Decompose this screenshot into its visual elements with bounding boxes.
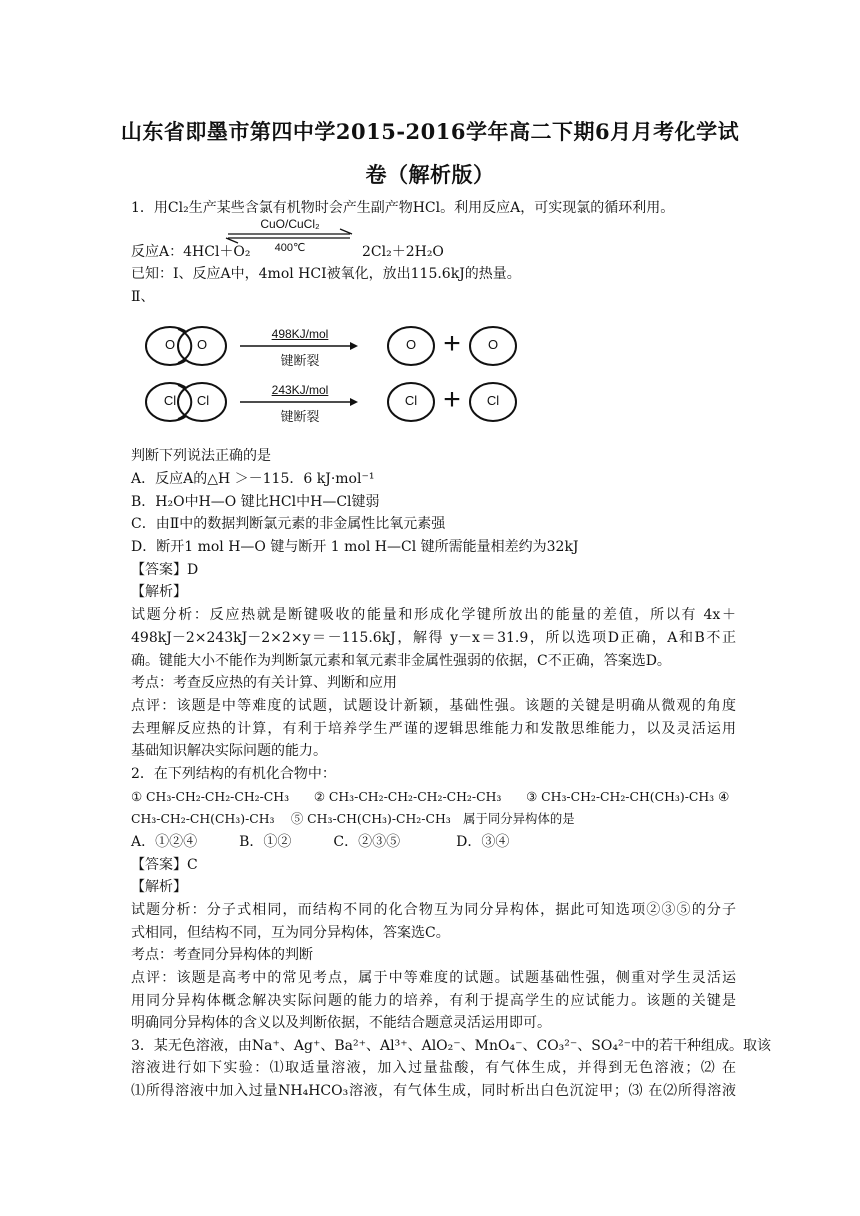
q2-comment-line-1: 点评：该题是高考中的常见考点，属于中等难度的试题。试题基础性强，侧重对学生灵活运 (131, 970, 736, 986)
q2-kaodian: 考点：考查同分异构体的判断 (131, 947, 313, 963)
q2-comment-line-3: 明确同分异构体的含义以及判断依据，不能结合题意灵活运用即可。 (131, 1015, 551, 1031)
q1-reaction-right: 2Cl₂＋2H₂O (362, 244, 444, 260)
q1-analysis-line-2: 498kJ－2×243kJ－2×2×y＝－115.6kJ，解得 y－x＝31.9，所以选项D正确，A和B不正 (131, 630, 736, 646)
cl2-atom-1-label: Cl (163, 393, 177, 408)
o-atom-right-label: O (487, 337, 499, 352)
catalyst-label: CuO/CuCl₂ (260, 217, 320, 231)
o2-atom-1-label: O (164, 337, 176, 352)
q2-analysis-line-2: 式相同，但结构不同，互为同分异构体，答案选C。 (131, 925, 450, 941)
q1-known-1: 已知：Ⅰ、反应A中，4mol HCI被氧化，放出115.6kJ的热量。 (131, 266, 521, 282)
q2-stem: 2．在下列结构的有机化合物中： (131, 766, 336, 782)
q1-prompt: 判断下列说法正确的是 (131, 448, 271, 464)
cl2-atom-2-label: Cl (196, 393, 210, 408)
q2-structures-line-2: CH₃-CH₂-CH(CH₃)-CH₃ ⑤ CH₃-CH(CH₃)-CH₂-CH₃ 属于同分异构体的是 (131, 811, 575, 826)
row1-plus-sign: + (443, 327, 461, 360)
q1-option-d: D．断开1 mol H—O 键与断开 1 mol H—Cl 键所需能量相差约为32kJ (131, 539, 579, 555)
q1-option-a: A．反应A的△H ＞－115．6 kJ·mol⁻¹ (131, 471, 375, 487)
row2-energy-label: 243KJ/mol (271, 383, 329, 397)
o2-atom-2-label: O (196, 337, 208, 352)
q1-option-c: C．由Ⅱ中的数据判断氯元素的非金属性比氧元素强 (131, 516, 446, 532)
q1-answer: 【答案】D (131, 562, 199, 578)
q1-analysis-head: 【解析】 (131, 584, 187, 600)
row1-energy-label: 498KJ/mol (271, 327, 329, 341)
document-title-line-2: 卷（解析版） (365, 162, 495, 187)
temperature-label: 400℃ (274, 242, 306, 254)
q1-known-2: Ⅱ、 (131, 289, 155, 305)
cl-atom-left-label: Cl (404, 393, 418, 408)
row2-caption: 键断裂 (280, 409, 320, 424)
q2-analysis-line-1: 试题分析：分子式相同，而结构不同的化合物互为同分异构体，据此可知选项②③⑤的分子 (131, 902, 736, 918)
o-atom-left-label: O (405, 337, 417, 352)
q1-analysis-line-3: 确。键能大小不能作为判断氯元素和氧元素非金属性强弱的依据，C不正确，答案选D。 (131, 653, 671, 669)
q2-comment-line-2: 用同分异构体概念解决实际问题的能力的培养，有利于提高学生的应试能力。该题的关键是 (131, 993, 736, 1009)
q3-line-1: 3．某无色溶液，由Na⁺、Ag⁺、Ba²⁺、Al³⁺、AlO₂⁻、MnO₄⁻、CO₃²⁻、SO₄²⁻中的若干种组成。取该 (131, 1038, 771, 1054)
q1-comment-line-1: 点评：该题是中等难度的试题，试题设计新颖，基础性强。该题的关键是明确从微观的角度 (131, 698, 736, 714)
row2-plus-sign: + (443, 383, 461, 416)
q1-analysis-line-1: 试题分析：反应热就是断键吸收的能量和形成化学键所放出的能量的差值，所以有 4x＋ (131, 607, 736, 623)
q2-analysis-head: 【解析】 (131, 879, 187, 895)
q1-stem: 1．用Cl₂生产某些含氯有机物时会产生副产物HCl。利用反应A，可实现氯的循环利用。 (131, 200, 675, 216)
q2-structures-line-1: ① CH₃-CH₂-CH₂-CH₂-CH₃ ② CH₃-CH₂-CH₂-CH₂-CH₂-CH₃ ③ CH₃-CH₂-CH₂-CH(CH₃)-CH₃ ④ (131, 789, 730, 804)
document-title-line-1: 山东省即墨市第四中学2015-2016学年高二下期6月月考化学试 (120, 119, 740, 144)
q1-option-b: B．H₂O中H—O 键比HCl中H—Cl键弱 (131, 494, 380, 510)
q1-reaction-left: 反应A：4HCl＋O₂ (131, 244, 251, 260)
row1-caption: 键断裂 (280, 353, 320, 368)
q1-kaodian: 考点：考查反应热的有关计算、判断和应用 (131, 675, 397, 691)
q3-line-3: ⑴所得溶液中加入过量NH₄HCO₃溶液，有气体生成，同时析出白色沉淀甲；⑶ 在⑵所得溶液 (131, 1083, 736, 1099)
q2-answer: 【答案】C (131, 857, 198, 873)
cl-atom-right-label: Cl (486, 393, 500, 408)
bond-energy-diagram (140, 320, 530, 435)
q3-line-2: 溶液进行如下实验：⑴取适量溶液，加入过量盐酸，有气体生成，并得到无色溶液；⑵ 在 (131, 1060, 736, 1076)
q1-comment-line-3: 基础知识解决实际问题的能力。 (131, 743, 327, 759)
q2-options: A．①②④ B．①② C．②③⑤ D．③④ (131, 834, 510, 850)
q1-comment-line-2: 去理解反应热的计算，有利于培养学生严谨的逻辑思维能力和发散思维能力，以及灵活运用 (131, 721, 736, 737)
